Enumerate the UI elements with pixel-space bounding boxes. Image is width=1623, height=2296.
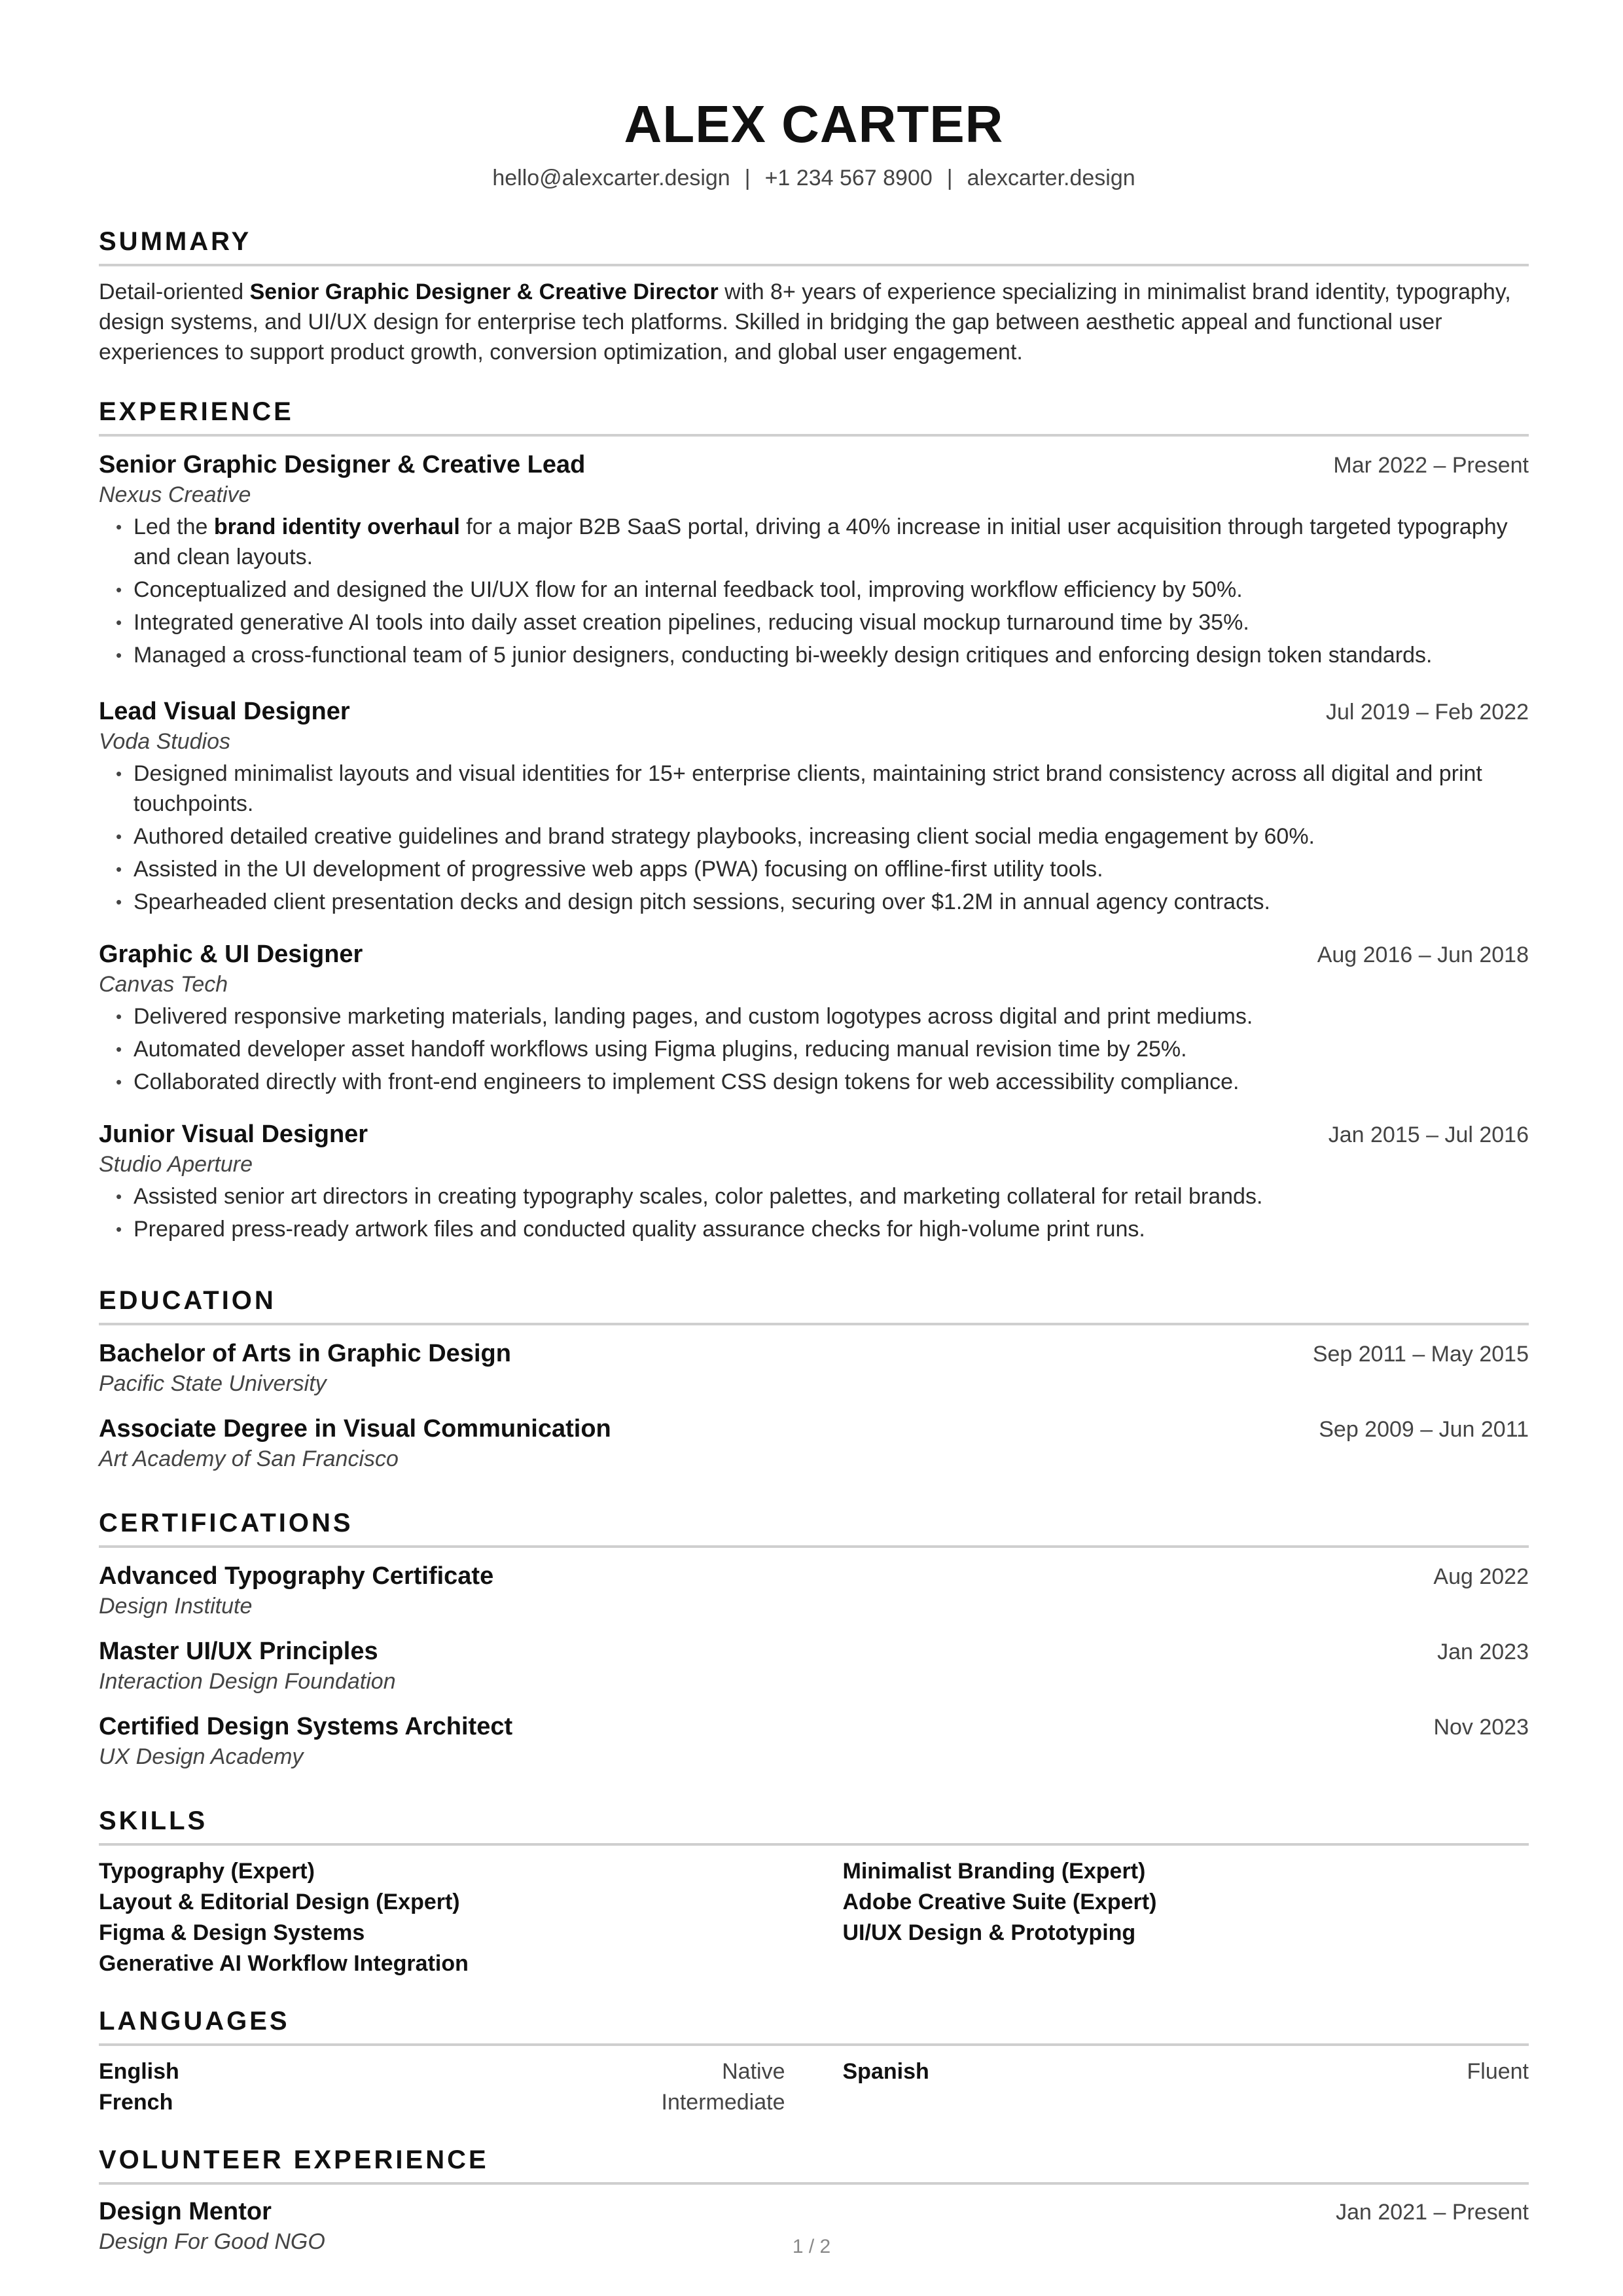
education-entry: [99, 1414, 1529, 1473]
job-bullet: • Spearheaded client presentation decks and design pitch sessions, securing over $1.2M in annual agency contracts.: [99, 887, 1529, 917]
language-level: Fluent: [1467, 2059, 1529, 2084]
job-title: Junior Visual Designer: [99, 1121, 368, 1148]
school-name: Pacific State University: [99, 1371, 327, 1396]
section-title-skills: SKILLS: [99, 1805, 1529, 1846]
job-dates: Jan 2015 – Jul 2016: [1328, 1122, 1529, 1147]
language-item: [843, 2056, 1529, 2087]
summary-section: [99, 226, 1529, 367]
entry-header: [99, 1636, 1529, 1667]
section-title-education: EDUCATION: [99, 1285, 1529, 1325]
experience-entry: [99, 1119, 1529, 1244]
experience-entry: [99, 450, 1529, 670]
website-text: alexcarter.design: [967, 166, 1135, 190]
education-dates: Sep 2009 – Jun 2011: [1319, 1417, 1529, 1442]
contact-line: [99, 164, 1529, 192]
summary-text-body: with 8+ years of experience specializing in minimalist brand identity, typography, design systems, and UI/UX design for enterprise tech platforms. Skilled in bridging the gap between aesthetic appeal and functional user experiences to support product growth, conversion optimization, and global user engagement.: [99, 279, 1511, 365]
language-name: English: [99, 2059, 179, 2084]
entry-header: [99, 1119, 1529, 1150]
job-bullets: [99, 759, 1529, 917]
certification-name: Master UI/UX Principles: [99, 1638, 378, 1665]
entry-header: [99, 1414, 1529, 1444]
contact-separator: |: [744, 166, 751, 190]
email-text: hello@alexcarter.design: [492, 166, 730, 190]
certification-entry: [99, 1561, 1529, 1621]
job-title: Lead Visual Designer: [99, 698, 350, 725]
language-item: [99, 2087, 785, 2118]
entry-header: [99, 450, 1529, 480]
section-title-volunteer: VOLUNTEER EXPERIENCE: [99, 2144, 1529, 2185]
degree-title: Bachelor of Arts in Graphic Design: [99, 1340, 511, 1367]
volunteer-role: Design Mentor: [99, 2198, 272, 2225]
certification-issuer: Design Institute: [99, 1594, 253, 1619]
languages-section: [99, 2005, 1529, 2118]
experience-entry: [99, 696, 1529, 917]
certification-date: Jan 2023: [1437, 1640, 1529, 1664]
education-entry: [99, 1338, 1529, 1398]
job-bullet: • Delivered responsive marketing materials, landing pages, and custom logotypes across digital and print mediums.: [99, 1001, 1529, 1031]
degree-title: Associate Degree in Visual Communication: [99, 1415, 611, 1443]
phone-text: +1 234 567 8900: [764, 166, 933, 190]
company-name: Canvas Tech: [99, 972, 228, 997]
bullet-text: Led the: [134, 514, 214, 539]
job-dates: Aug 2016 – Jun 2018: [1317, 942, 1529, 967]
language-item: [99, 2056, 785, 2087]
skills-column-left: [99, 1856, 785, 1979]
volunteer-org: Design For Good NGO: [99, 2229, 325, 2254]
job-title: Graphic & UI Designer: [99, 941, 363, 968]
job-bullet: • Prepared press-ready artwork files and conducted quality assurance checks for high-volume print runs.: [99, 1214, 1529, 1244]
candidate-name: ALEX CARTER: [624, 95, 1004, 153]
certification-issuer: Interaction Design Foundation: [99, 1669, 396, 1694]
certification-date: Nov 2023: [1433, 1715, 1529, 1740]
experience-entry: [99, 939, 1529, 1097]
school-name: Art Academy of San Francisco: [99, 1446, 399, 1471]
job-bullet: • Assisted in the UI development of progressive web apps (PWA) focusing on offline-first utility tools.: [99, 854, 1529, 884]
skills-section: [99, 1805, 1529, 1979]
job-bullet: • Integrated generative AI tools into daily asset creation pipelines, reducing visual mockup turnaround time by 35%.: [99, 607, 1529, 637]
experience-section: [99, 396, 1529, 1244]
resume-content: [99, 95, 1529, 2256]
section-title-summary: SUMMARY: [99, 226, 1529, 266]
skill-item: Adobe Creative Suite (Expert): [842, 1890, 1157, 1914]
bullet-text: for a major B2B SaaS portal, driving a 40% increase in initial user acquisition through targeted typography and clean layouts.: [134, 514, 1508, 569]
job-bullet: • Automated developer asset handoff workflows using Figma plugins, reducing manual revision time by 25%.: [99, 1034, 1529, 1064]
skill-item: Typography (Expert): [99, 1859, 315, 1884]
summary-text: [99, 277, 1529, 367]
bullet-highlight: brand identity overhaul: [213, 514, 460, 539]
summary-text-highlight: Senior Graphic Designer & Creative Director: [249, 279, 719, 304]
entry-header: [99, 2197, 1529, 2227]
language-level: Native: [722, 2059, 785, 2084]
language-level: Intermediate: [661, 2090, 785, 2115]
summary-text-intro: Detail-oriented: [99, 279, 250, 304]
certification-issuer: UX Design Academy: [99, 1744, 304, 1769]
entry-header: [99, 696, 1529, 727]
certification-entry: [99, 1712, 1529, 1771]
section-title-experience: EXPERIENCE: [99, 396, 1529, 437]
job-bullet: • Conceptualized and designed the UI/UX flow for an internal feedback tool, improving workflow efficiency by 50%.: [99, 575, 1529, 605]
entry-header: [99, 1338, 1529, 1369]
skill-item: Generative AI Workflow Integration: [99, 1951, 469, 1976]
languages-column-right: [843, 2056, 1529, 2118]
job-bullet: • Collaborated directly with front-end engineers to implement CSS design tokens for web accessibility compliance.: [99, 1067, 1529, 1097]
certification-name: Certified Design Systems Architect: [99, 1713, 513, 1740]
certifications-section: [99, 1507, 1529, 1771]
job-bullets: [99, 1181, 1529, 1244]
entry-header: [99, 1712, 1529, 1742]
job-dates: Jul 2019 – Feb 2022: [1325, 700, 1529, 725]
entry-header: [99, 1561, 1529, 1592]
contact-separator: |: [946, 166, 953, 190]
job-bullet: • Assisted senior art directors in creating typography scales, color palettes, and marketing collateral for retail brands.: [99, 1181, 1529, 1211]
languages-column-left: [99, 2056, 785, 2118]
job-bullet: • Managed a cross-functional team of 5 junior designers, conducting bi-weekly design critiques and enforcing design token standards.: [99, 640, 1529, 670]
entry-header: [99, 939, 1529, 970]
certification-name: Advanced Typography Certificate: [99, 1562, 494, 1590]
page-number: 1 / 2: [792, 2236, 831, 2257]
job-bullet: • Authored detailed creative guidelines and brand strategy playbooks, increasing client social media engagement by 60%.: [99, 821, 1529, 852]
skill-item: Layout & Editorial Design (Expert): [99, 1890, 460, 1914]
certification-entry: [99, 1636, 1529, 1696]
section-title-languages: LANGUAGES: [99, 2005, 1529, 2046]
skill-item: Minimalist Branding (Expert): [842, 1859, 1146, 1884]
job-bullets: [99, 1001, 1529, 1097]
company-name: Studio Aperture: [99, 1152, 253, 1177]
skill-item: Figma & Design Systems: [99, 1920, 365, 1945]
job-bullets: [99, 512, 1529, 670]
language-name: French: [99, 2090, 173, 2115]
languages-grid: [99, 2056, 1529, 2118]
volunteer-dates: Jan 2021 – Present: [1336, 2200, 1529, 2225]
job-title: Senior Graphic Designer & Creative Lead: [99, 451, 586, 478]
section-title-certifications: CERTIFICATIONS: [99, 1507, 1529, 1548]
education-dates: Sep 2011 – May 2015: [1312, 1342, 1529, 1367]
education-section: [99, 1285, 1529, 1473]
company-name: Nexus Creative: [99, 482, 251, 507]
job-bullet: • Designed minimalist layouts and visual identities for 15+ enterprise clients, maintaining strict brand consistency across all digital and print touchpoints.: [99, 759, 1529, 819]
skills-column-right: [843, 1856, 1529, 1979]
language-name: Spanish: [842, 2059, 929, 2084]
skill-item: UI/UX Design & Prototyping: [842, 1920, 1136, 1945]
certification-date: Aug 2022: [1433, 1564, 1529, 1589]
job-dates: Mar 2022 – Present: [1333, 453, 1529, 478]
company-name: Voda Studios: [99, 729, 230, 754]
job-bullet: [99, 512, 1529, 572]
skills-grid: [99, 1856, 1529, 1979]
